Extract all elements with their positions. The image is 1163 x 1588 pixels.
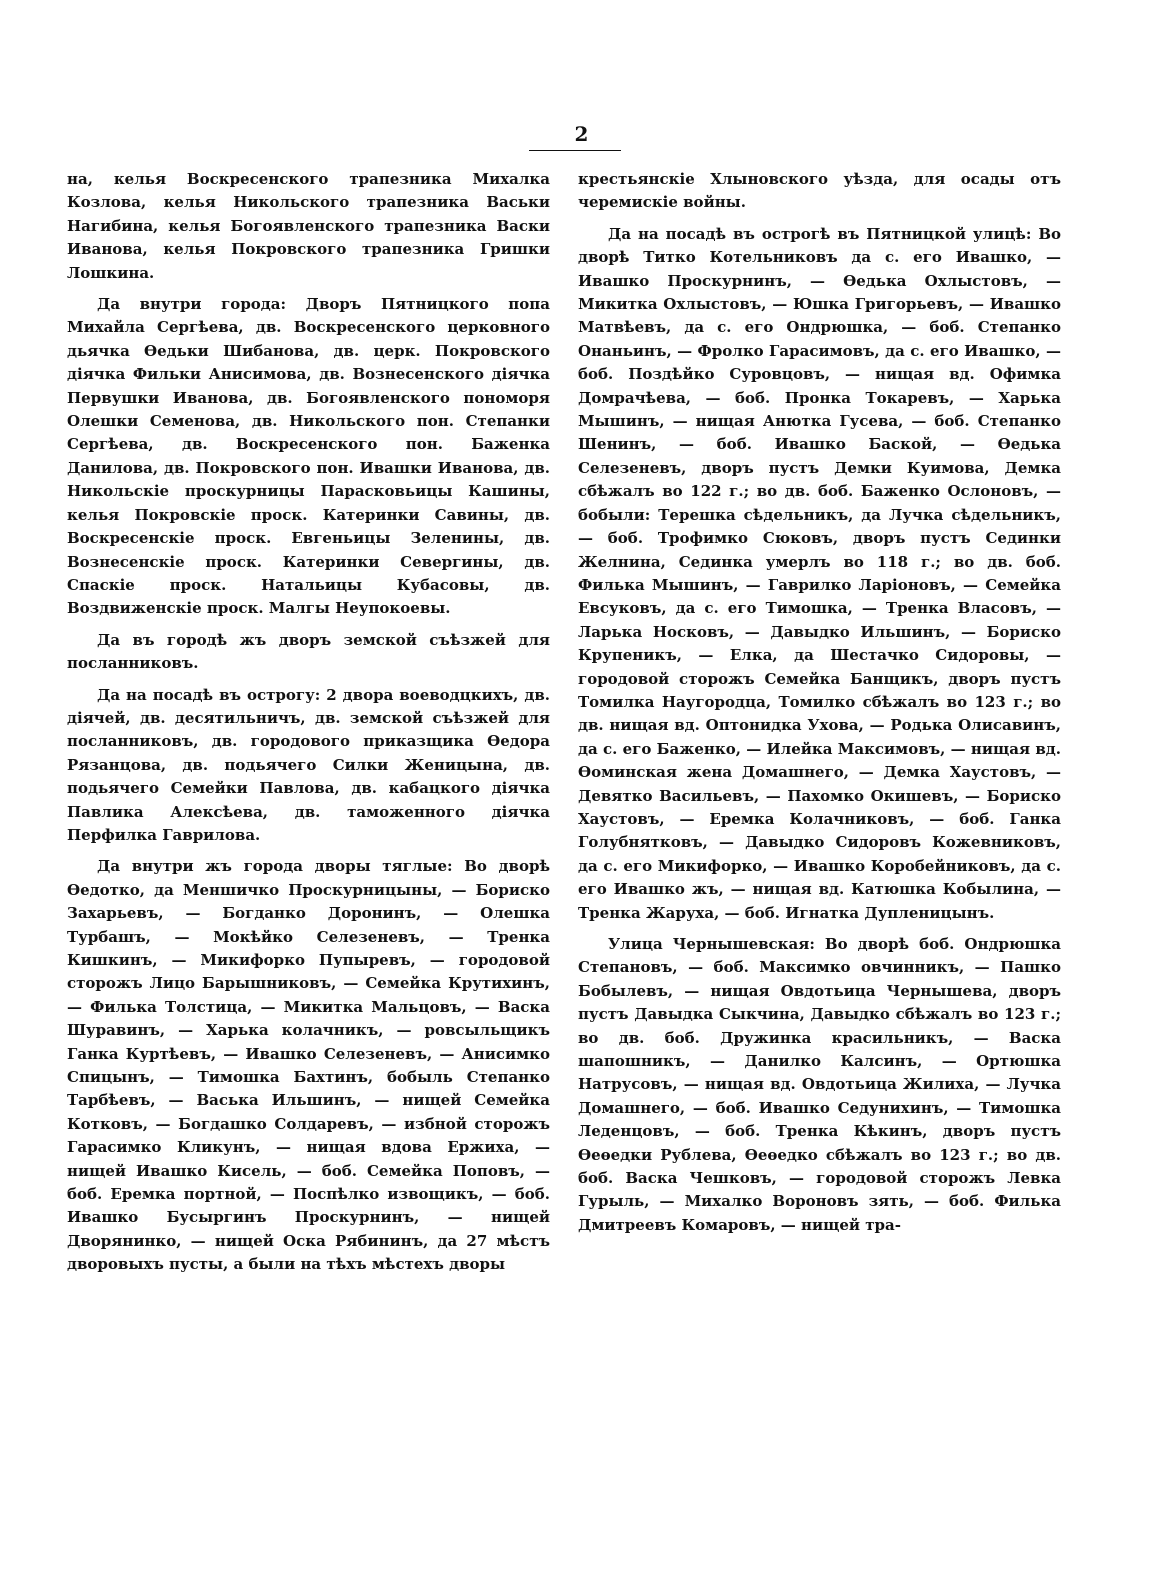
paragraph-tax-yards: Да внутри жъ города дворы тяглые: Во дворѣ Өедотко, да Меншичко Проскурницыны, — Бориско Захарьевъ, — Богданко Доронинъ, — Олешка Турбашъ, — Мокѣйко Селезеневъ, — Тренка Кишкинъ, — Микифорко Пупыревъ, — городовой сторожъ Лицо Барышниковъ, — Семейка Крутихинъ, — Филька Толстица, — Микитка Мальцовъ, — Васка Шуравинъ, — Харька колачникъ, — ровсыльщикъ Ганка Куртѣевъ, — Ивашко Селезеневъ, — Анисимко Спицынъ, — Тимошка Бахтинъ, бобыль Степанко Тарбѣевъ, — Васька Ильшинъ, — нищей Семейка Котковъ, — Богдашко Солдаревъ, — избной сторожъ Гарасимко Кликунъ, — нищая вдова Ержиха, — нищей Ивашко Кисель, — боб. Семейка Поповъ, — боб. Еремка портной, — Поспѣлко извощикъ, — боб. Ивашко Бусыргинъ Проскурнинъ, — нищей Дворянинко, — нищей Оска Рябининъ, да 27 мѣстъ дворовыхъ пусты, а были на тѣхъ мѣстехъ дворы bbox=[67, 857, 550, 1274]
paragraph-inside-town: Да внутри города: Дворъ Пятницкого попа Михайла Сергѣева, дв. Воскресенского церковного дьячка Өедьки Шибанова, дв. церк. Покровского дiячка Фильки Анисимова, дв. Вознесенского дiячка Первушки Иванова, дв. Богоявленского пономоря Олешки Семенова, дв. Никольского пон. Степанки Сергѣева, дв. Воскресенского пон. Баженка Данилова, дв. Покровского пон. Ивашки Иванова, дв. Никольскiе проскурницы Парасковьицы Кашины, келья Покровскiе проск. Катеринки Савины, дв. Воскресенскiе проск. Евгеньицы Зеленины, дв. Вознесенскiе проск. Катеринки Севергины, дв. Спаскiе проск. Натальицы Кубасовы, дв. Воздвиженскiе проск. Малгы Неупокоевы. bbox=[67, 295, 550, 618]
paragraph-continuation-right: крестьянскiе Хлыновского уѣзда, для осады отъ черемискiе войны. bbox=[578, 170, 1061, 212]
paragraph-continuation: на, келья Воскресенского трапезника Михалка Козлова, келья Никольского трапезника Васьки Нагибина, келья Богоявленского трапезника Васки Иванова, келья Покровского трапезника Гришки Лошкина. bbox=[67, 170, 550, 282]
left-column bbox=[67, 168, 550, 1277]
paragraph-town-court: Да въ городѣ жъ дворъ земской съѣзжей для посланниковъ. bbox=[67, 630, 550, 673]
paragraph-pyatnitskaya-street: Да на посадѣ въ острогѣ въ Пятницкой улицѣ: Во дворѣ Титко Котельниковъ да с. его Ивашко, — Ивашко Проскурнинъ, — Өедька Охлыстовъ, — Микитка Охлыстовъ, — Юшка Григорьевъ, — Ивашко Матвѣевъ, да с. его Ондрюшка, — боб. Степанко Онаньинъ, — Фролко Гарасимовъ, да с. его Ивашко, — боб. Поздѣйко Суровцовъ, — нищая вд. Офимка Домрачѣева, — боб. Пронка Токаревъ, — Харька Мышинъ, — нищая Анютка Гусева, — боб. Степанко Шенинъ, — боб. Ивашко Баской, — Өедька Селезеневъ, дворъ пустъ Демки Куимова, Демка сбѣжалъ во 122 г.; во дв. боб. Баженко Ослоновъ, — бобыли: Терешка сѣдельникъ, да Лучка сѣдельникъ, — боб. Трофимко Сюковъ, дворъ пустъ Сединки Желнина, Сединка умерлъ во 118 г.; во дв. боб. Филька Мышинъ, — Гаврилко Ларiоновъ, — Семейка Евсуковъ, да с. его Тимошка, — Тренка Власовъ, — Ларька Носковъ, — Давыдко Ильшинъ, — Бориско Крупеникъ, — Елка, да Шестачко Сидоровы, — городовой сторожъ Семейка Банщикъ, дворъ пустъ Томилка Наугородца, Томилко сбѣжалъ во 123 г.; во дв. нищая вд. Оптонидка Ухова, — Родька Олисавинъ, да с. его Баженко, — Илейка Максимовъ, — нищая вд. Өоминская жена Домашнего, — Демка Хаустовъ, — Девятко Васильевъ, — Пахомко Окишевъ, — Бориско Хаустовъ, — Еремка Колачниковъ, — боб. Ганка Голубнятковъ, — Давыдко Сидоровъ Кожевниковъ, да с. его Микифорко, — Ивашко Коробейниковъ, да с. его Ивашко жъ, — нищая вд. Катюшка Кобылина, — Тренка Жаруха, — боб. Игнатка Дупленицынъ. bbox=[578, 224, 1061, 922]
paragraph-posad-ostrog: Да на посадѣ въ острогу: 2 двора воеводцкихъ, дв. дiячей, дв. десятильничъ, дв. земской съѣзжей для посланниковъ, дв. городового приказщика Өедора Рязанцова, дв. подьячего Силки Женицына, дв. подьячего Семейки Павлова, дв. кабацкого дiячка Павлика Алексѣева, дв. таможенного дiячка Перфилка Гаврилова. bbox=[67, 685, 550, 844]
header-rule bbox=[529, 150, 621, 151]
paragraph-chernyshevskaya-street: Улица Чернышевская: Во дворѣ боб. Ондрюшка Степановъ, — боб. Максимко овчинникъ, — Пашко Бобылевъ, — нищая Овдотьица Чернышева, дворъ пустъ Давыдка Сыкчина, Давыдко сбѣжалъ во 123 г.; во дв. боб. Дружинка красильникъ, — Васка шапошникъ, — Данилко Калсинъ, — Ортюшка Натрусовъ, — нищая вд. Овдотьица Жилиха, — Лучка Домашнего, — боб. Ивашко Седунихинъ, — Тимошка Леденцовъ, — боб. Тренка Кѣкинъ, дворъ пустъ Өеөедки Рублева, Өеөедко сбѣжалъ во 123 г.; во дв. боб. Васка Чешковъ, — городовой сторожъ Левка Гурыль, — Михалко Вороновъ зять, — боб. Филька Дмитреевъ Комаровъ, — нищей тра- bbox=[578, 935, 1061, 1234]
page-number: 2 bbox=[574, 122, 589, 146]
right-column bbox=[578, 168, 1061, 1237]
